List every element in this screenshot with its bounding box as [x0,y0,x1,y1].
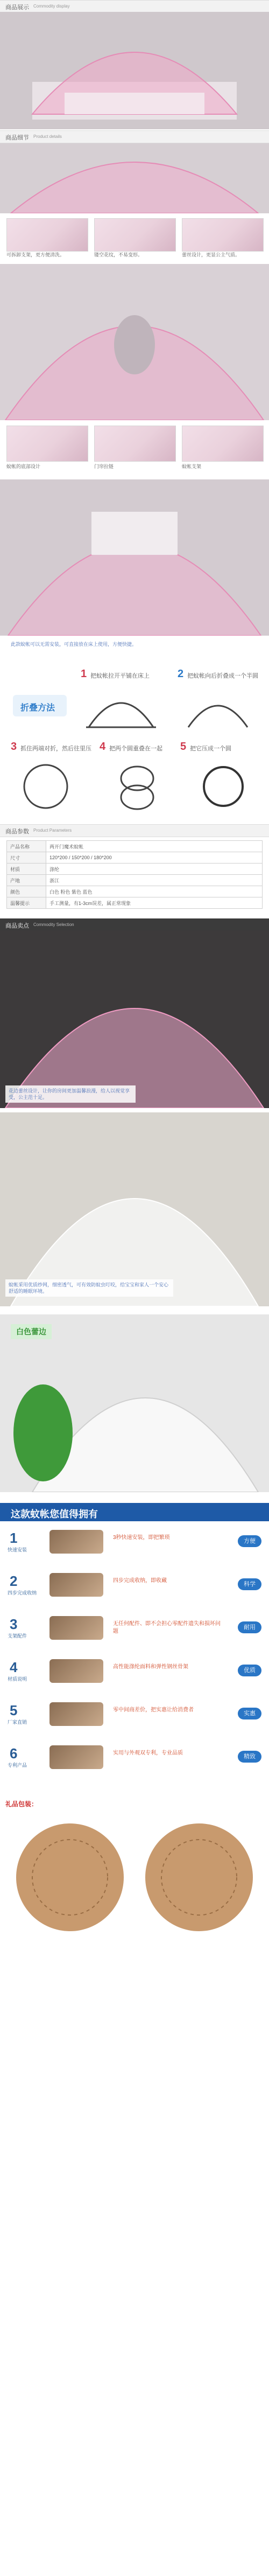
why-row-num: 3 [10,1616,18,1632]
fold-step-5-label: 把它压成一个圆 [190,746,231,752]
details-photo-svg [0,143,269,213]
params-row [7,897,263,909]
why-row-tag: 耐用 [238,1621,261,1633]
fold-step-3-diagram [16,760,75,813]
fold-step-4-label: 把两个圆重叠在一起 [109,746,162,752]
params-row [7,875,263,886]
selection-photo-2 [0,1112,269,1306]
fold-step-4-diagram [108,760,167,813]
params-key: 材质 [7,864,46,875]
why-row-image [49,1659,103,1683]
display-section [0,0,269,129]
white-lace-photo [0,1314,269,1492]
display-subtitle: Commodity display [33,4,70,9]
fold-step-1-label: 把蚊帐拉开平铺在床上 [90,673,150,679]
params-key: 产地 [7,875,46,886]
fold-step-2-diagram [178,684,258,733]
display-header [0,0,269,13]
why-row-tag: 优质 [238,1665,261,1676]
photo4-caption: 此款蚊帐可以无需安装，可直接放在床上使用，方便快捷。 [11,642,137,647]
why-row-tag: 科学 [238,1578,261,1590]
photo3-thumb-3 [182,426,264,462]
fold-title: 折叠方法 [20,704,55,713]
why-row-num: 6 [10,1745,18,1762]
why-row-numlbl: 专利产品 [8,1763,27,1768]
details-title: 商品细节 [5,135,29,141]
selection-title: 商品卖点 [5,923,29,929]
why-row-desc: 3秒快速安装，即把繁琐 [113,1535,170,1541]
photo2-section [0,259,269,420]
selection-photo-1 [0,930,269,1108]
params-value: 浙江 [46,875,263,886]
photo2 [0,264,269,420]
fold-step-4-num: 4 [100,741,106,753]
params-value: 两开门魔术蚊帐 [46,841,263,852]
photo3-section [0,420,269,479]
white-lace-photo-svg [0,1314,269,1492]
details-thumb-1 [6,218,88,252]
selection-text-2: 蚊帐采用优质纱网，细密透气，可有效防蚊虫叮咬，给宝宝和家人一个安心舒适的睡眠环境。 [5,1279,173,1297]
photo3-caption-3: 蚊帐支架 [182,464,202,469]
fold-step-3-label: 抓住两端对折，然后往里压 [20,746,91,752]
params-header [0,824,269,837]
params-row [7,886,263,897]
fold-step-1-num: 1 [81,668,87,680]
selection-subtitle: Commodity Selection [33,922,74,927]
details-subtitle: Product details [33,134,62,139]
photo3-thumb-1 [6,426,88,462]
details-thumb-2 [94,218,176,252]
photo4 [0,479,269,636]
why-row-tag: 精致 [238,1751,261,1763]
why-row-desc: 四步完成收纳，即收藏 [113,1578,167,1584]
photo4-svg [0,479,269,636]
params-value: 白色 粉色 紫色 蓝色 [46,886,263,897]
why-row-image [49,1616,103,1640]
photo3-thumb-2 [94,426,176,462]
why-row-num: 5 [10,1702,18,1718]
why-row-desc: 高性能涤纶面料和弹性钢丝骨架 [113,1664,188,1670]
details-header [0,130,269,143]
white-lace-section [0,1314,269,1492]
why-title-bar [0,1503,269,1521]
gift-bags [5,1815,264,1939]
fold-step-5-num: 5 [180,741,187,753]
photo2-svg [0,264,269,420]
params-key: 尺寸 [7,852,46,864]
params-subtitle: Product Parameters [33,828,72,833]
why-row-numlbl: 快速安装 [8,1547,27,1552]
params-table [6,840,263,909]
details-section [0,129,269,259]
why-row [8,1573,261,1597]
fold-step-5-diagram [194,760,253,813]
why-row-numlbl: 支架配件 [8,1633,27,1639]
fold-step-2-label: 把蚊帐向后折叠成一个半圆 [187,673,258,679]
why-row-num: 1 [10,1530,18,1546]
fold-step-2-num: 2 [178,668,184,680]
details-thumb-caption-1: 可拆卸支架，更方便清洗。 [6,252,65,257]
why-row-desc: 无任何配件、即不会担心零配件遗失和损坏问题 [113,1621,221,1634]
params-row [7,841,263,852]
why-row-numlbl: 四步完成收纳 [8,1590,37,1596]
selection-header [0,918,269,931]
display-photo-svg [0,12,269,129]
why-row-tag: 方便 [238,1535,261,1547]
fold-section [0,668,269,819]
why-row [8,1659,261,1683]
why-row [8,1616,261,1640]
selection-photo-2-svg [0,1112,269,1306]
photo4-section [0,479,269,663]
params-section [0,824,269,916]
fold-step-1-diagram [81,684,161,733]
why-row-desc: 零中间商差价，把实惠让给消费者 [113,1707,194,1713]
why-title: 这款蚊帐您值得拥有 [11,1509,98,1520]
display-photo [0,12,269,129]
photo3-caption-2: 门帘拉链 [94,464,114,469]
why-row [8,1530,261,1554]
params-key: 温馨提示 [7,897,46,909]
gift-label: 礼品包装： [5,1800,38,1808]
why-row [8,1702,261,1726]
why-row-num: 4 [10,1659,18,1675]
why-row-tag: 实惠 [238,1708,261,1719]
white-lace-label: 白色蕾边 [11,1324,52,1339]
params-value: 涤纶 [46,864,263,875]
params-row [7,852,263,864]
why-row-image [49,1745,103,1769]
gift-section [0,1794,269,2575]
params-value: 120*200 / 150*200 / 180*200 [46,852,263,864]
why-section [0,1503,269,1783]
fold-title-box [13,695,67,716]
why-row-image [49,1702,103,1726]
why-row-image [49,1530,103,1554]
details-photo [0,143,269,213]
photo3-caption-1: 蚊帐的底部设计 [6,464,41,469]
display-title: 商品展示 [5,4,29,11]
why-row-image [49,1573,103,1597]
details-thumb-3 [182,218,264,252]
selection-text-1: 花边蕾丝设计，让你的房间更加温馨浪漫，给人以视觉享受，公主范十足。 [5,1085,136,1103]
selection-photo-1-svg [0,930,269,1108]
why-row-desc: 实用与外观双专利，专业品质 [113,1750,183,1756]
params-title: 商品参数 [5,829,29,835]
params-value: 手工测量，有1-3cm误差，属正常现象 [46,897,263,909]
details-thumb-caption-3: 蕾丝设计，更显公主气质。 [182,252,240,257]
fold-step-3-num: 3 [11,741,17,753]
selection-section [0,918,269,1312]
why-row-numlbl: 材质说明 [8,1676,27,1682]
why-row-numlbl: 厂家直销 [8,1719,27,1725]
params-key: 颜色 [7,886,46,897]
params-key: 产品名称 [7,841,46,852]
params-row [7,864,263,875]
why-row [8,1745,261,1769]
why-row-num: 2 [10,1573,18,1589]
details-thumb-caption-2: 镂空花纹，不易变形。 [94,252,143,257]
